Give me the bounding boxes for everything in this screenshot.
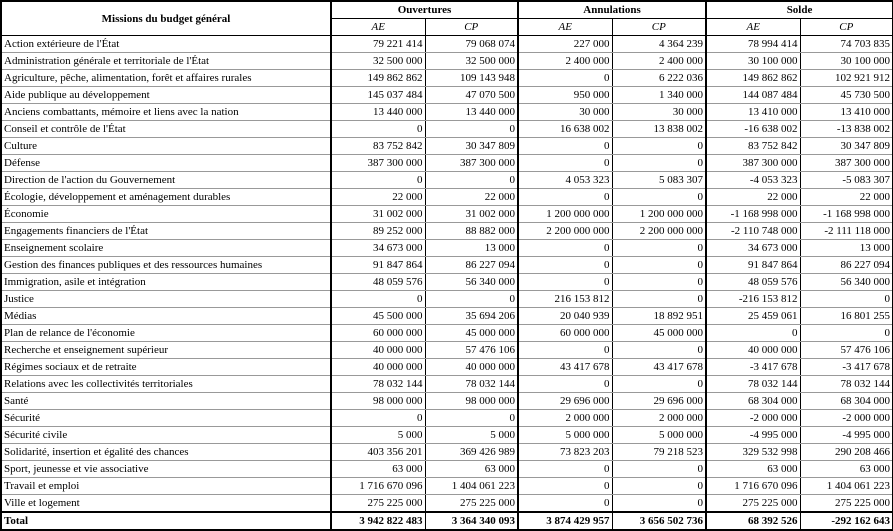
table-row: [1, 427, 893, 444]
mission-label: Conseil et contrôle de l'État: [1, 121, 331, 138]
solde-ae-cell: -3 417 678: [706, 359, 800, 376]
ouvertures-ae-cell: 48 059 576: [331, 274, 425, 291]
table-row: [1, 53, 893, 70]
table-row: [1, 308, 893, 325]
table-row: [1, 240, 893, 257]
ouvertures-cp-cell: 275 225 000: [425, 495, 518, 513]
annulations-ae-cell: 73 823 203: [518, 444, 612, 461]
annulations-ae-cell: 216 153 812: [518, 291, 612, 308]
annulations-ae-cell: 3 874 429 957: [518, 512, 612, 530]
mission-label: Culture: [1, 138, 331, 155]
solde-cp-cell: 30 100 000: [800, 53, 893, 70]
annulations-ae-cell: 227 000: [518, 36, 612, 53]
ouvertures-ae-cell: 89 252 000: [331, 223, 425, 240]
solde-cp-cell: 387 300 000: [800, 155, 893, 172]
annulations-ae-cell: 43 417 678: [518, 359, 612, 376]
ouvertures-cp-cell: 56 340 000: [425, 274, 518, 291]
mission-label: Régimes sociaux et de retraite: [1, 359, 331, 376]
solde-ae-cell: 0: [706, 325, 800, 342]
ouvertures-cp-cell: 86 227 094: [425, 257, 518, 274]
solde-ae-cell: -4 995 000: [706, 427, 800, 444]
ouvertures-ae-cell: 1 716 670 096: [331, 478, 425, 495]
ouvertures-ae-cell: 32 500 000: [331, 53, 425, 70]
annulations-cp-cell: 0: [612, 495, 706, 513]
annulations-ae-cell: 0: [518, 461, 612, 478]
ouvertures-cp-cell: 30 347 809: [425, 138, 518, 155]
solde-cp-cell: 86 227 094: [800, 257, 893, 274]
ouvertures-cp-cell: 0: [425, 291, 518, 308]
ouvertures-cp-cell: 13 000: [425, 240, 518, 257]
ouvertures-cp-cell: 98 000 000: [425, 393, 518, 410]
header-row-groups: [1, 1, 893, 19]
ouvertures-cp-cell: 0: [425, 172, 518, 189]
solde-ae-cell: 78 032 144: [706, 376, 800, 393]
annulations-cp-cell: 0: [612, 291, 706, 308]
solde-ae-cell: 48 059 576: [706, 274, 800, 291]
ouvertures-cp-header: CP: [425, 19, 518, 36]
ouvertures-ae-cell: 79 221 414: [331, 36, 425, 53]
solde-ae-cell: 25 459 061: [706, 308, 800, 325]
ouvertures-cp-cell: 13 440 000: [425, 104, 518, 121]
solde-cp-cell: -2 000 000: [800, 410, 893, 427]
total-row: [1, 512, 893, 530]
annulations-cp-cell: 2 400 000: [612, 53, 706, 70]
solde-ae-cell: 83 752 842: [706, 138, 800, 155]
table-row: [1, 376, 893, 393]
annulations-cp-cell: 4 364 239: [612, 36, 706, 53]
ouvertures-ae-header: AE: [331, 19, 425, 36]
mission-label: Recherche et enseignement supérieur: [1, 342, 331, 359]
ouvertures-ae-cell: 3 942 822 483: [331, 512, 425, 530]
annulations-ae-cell: 0: [518, 376, 612, 393]
solde-cp-cell: 13 410 000: [800, 104, 893, 121]
annulations-ae-cell: 0: [518, 70, 612, 87]
mission-label: Relations avec les collectivités territoriales: [1, 376, 331, 393]
annulations-cp-cell: 30 000: [612, 104, 706, 121]
solde-ae-cell: 63 000: [706, 461, 800, 478]
ouvertures-ae-cell: 0: [331, 291, 425, 308]
annulations-cp-cell: 5 083 307: [612, 172, 706, 189]
solde-ae-cell: -16 638 002: [706, 121, 800, 138]
solde-cp-cell: 74 703 835: [800, 36, 893, 53]
table-row: [1, 342, 893, 359]
solde-cp-cell: -13 838 002: [800, 121, 893, 138]
annulations-ae-cell: 4 053 323: [518, 172, 612, 189]
ouvertures-ae-cell: 387 300 000: [331, 155, 425, 172]
ouvertures-ae-cell: 60 000 000: [331, 325, 425, 342]
ouvertures-cp-cell: 22 000: [425, 189, 518, 206]
annulations-cp-cell: 0: [612, 376, 706, 393]
annulations-cp-cell: 0: [612, 342, 706, 359]
annulations-ae-cell: 2 200 000 000: [518, 223, 612, 240]
solde-ae-cell: 22 000: [706, 189, 800, 206]
solde-ae-cell: 34 673 000: [706, 240, 800, 257]
annulations-cp-cell: 2 000 000: [612, 410, 706, 427]
ouvertures-ae-cell: 22 000: [331, 189, 425, 206]
annulations-cp-cell: 0: [612, 257, 706, 274]
solde-cp-cell: 0: [800, 291, 893, 308]
solde-cp-cell: 63 000: [800, 461, 893, 478]
table-body: [1, 36, 893, 531]
ouvertures-ae-cell: 98 000 000: [331, 393, 425, 410]
solde-cp-cell: 13 000: [800, 240, 893, 257]
ouvertures-cp-cell: 45 000 000: [425, 325, 518, 342]
ouvertures-ae-cell: 403 356 201: [331, 444, 425, 461]
table-row: [1, 206, 893, 223]
ouvertures-cp-cell: 79 068 074: [425, 36, 518, 53]
annulations-cp-cell: 79 218 523: [612, 444, 706, 461]
annulations-ae-cell: 0: [518, 478, 612, 495]
mission-label: Sécurité: [1, 410, 331, 427]
annulations-cp-cell: 0: [612, 155, 706, 172]
solde-cp-cell: -1 168 998 000: [800, 206, 893, 223]
annulations-ae-cell: 0: [518, 495, 612, 513]
table-row: [1, 444, 893, 461]
table-row: [1, 189, 893, 206]
annulations-cp-cell: 1 200 000 000: [612, 206, 706, 223]
mission-label: Ville et logement: [1, 495, 331, 513]
ouvertures-ae-cell: 275 225 000: [331, 495, 425, 513]
ouvertures-ae-cell: 83 752 842: [331, 138, 425, 155]
annulations-cp-cell: 29 696 000: [612, 393, 706, 410]
solde-ae-cell: 68 392 526: [706, 512, 800, 530]
annulations-ae-header: AE: [518, 19, 612, 36]
solde-cp-cell: 30 347 809: [800, 138, 893, 155]
annulations-ae-cell: 0: [518, 240, 612, 257]
annulations-ae-cell: 0: [518, 342, 612, 359]
mission-label: Gestion des finances publiques et des ressources humaines: [1, 257, 331, 274]
annulations-cp-cell: 43 417 678: [612, 359, 706, 376]
annulations-cp-cell: 1 340 000: [612, 87, 706, 104]
table-row: [1, 274, 893, 291]
mission-label: Médias: [1, 308, 331, 325]
table-row: [1, 155, 893, 172]
annulations-cp-cell: 0: [612, 138, 706, 155]
ouvertures-ae-cell: 63 000: [331, 461, 425, 478]
mission-label: Sécurité civile: [1, 427, 331, 444]
annulations-ae-cell: 0: [518, 274, 612, 291]
ouvertures-ae-cell: 31 002 000: [331, 206, 425, 223]
solde-ae-cell: 149 862 862: [706, 70, 800, 87]
mission-label: Total: [1, 512, 331, 530]
ouvertures-cp-cell: 369 426 989: [425, 444, 518, 461]
solde-ae-cell: 387 300 000: [706, 155, 800, 172]
solde-cp-cell: 45 730 500: [800, 87, 893, 104]
solde-ae-cell: -2 000 000: [706, 410, 800, 427]
solde-cp-cell: 22 000: [800, 189, 893, 206]
solde-ae-cell: 329 532 998: [706, 444, 800, 461]
solde-ae-cell: -1 168 998 000: [706, 206, 800, 223]
table-row: [1, 359, 893, 376]
annulations-ae-cell: 2 400 000: [518, 53, 612, 70]
solde-ae-cell: 30 100 000: [706, 53, 800, 70]
solde-ae-cell: 144 087 484: [706, 87, 800, 104]
annulations-ae-cell: 950 000: [518, 87, 612, 104]
ouvertures-ae-cell: 40 000 000: [331, 359, 425, 376]
annulations-ae-cell: 16 638 002: [518, 121, 612, 138]
annulations-header: Annulations: [518, 1, 706, 19]
ouvertures-ae-cell: 0: [331, 121, 425, 138]
annulations-cp-cell: 0: [612, 478, 706, 495]
annulations-ae-cell: 20 040 939: [518, 308, 612, 325]
mission-label: Santé: [1, 393, 331, 410]
ouvertures-cp-cell: 57 476 106: [425, 342, 518, 359]
solde-cp-cell: -292 162 643: [800, 512, 893, 530]
missions-header: Missions du budget général: [1, 1, 331, 36]
solde-cp-cell: -5 083 307: [800, 172, 893, 189]
mission-label: Économie: [1, 206, 331, 223]
solde-ae-cell: 40 000 000: [706, 342, 800, 359]
mission-label: Défense: [1, 155, 331, 172]
solde-header: Solde: [706, 1, 893, 19]
ouvertures-cp-cell: 3 364 340 093: [425, 512, 518, 530]
annulations-cp-cell: 0: [612, 274, 706, 291]
solde-cp-cell: 68 304 000: [800, 393, 893, 410]
mission-label: Direction de l'action du Gouvernement: [1, 172, 331, 189]
solde-ae-cell: -216 153 812: [706, 291, 800, 308]
ouvertures-cp-cell: 32 500 000: [425, 53, 518, 70]
solde-cp-cell: 102 921 912: [800, 70, 893, 87]
ouvertures-cp-cell: 40 000 000: [425, 359, 518, 376]
table-row: [1, 36, 893, 53]
ouvertures-ae-cell: 78 032 144: [331, 376, 425, 393]
ouvertures-ae-cell: 45 500 000: [331, 308, 425, 325]
annulations-cp-cell: 3 656 502 736: [612, 512, 706, 530]
mission-label: Enseignement scolaire: [1, 240, 331, 257]
table-row: [1, 291, 893, 308]
table-row: [1, 410, 893, 427]
annulations-ae-cell: 0: [518, 189, 612, 206]
annulations-cp-cell: 0: [612, 189, 706, 206]
annulations-cp-header: CP: [612, 19, 706, 36]
solde-cp-cell: 78 032 144: [800, 376, 893, 393]
annulations-ae-cell: 0: [518, 138, 612, 155]
mission-label: Sport, jeunesse et vie associative: [1, 461, 331, 478]
mission-label: Administration générale et territoriale de l'État: [1, 53, 331, 70]
ouvertures-ae-cell: 5 000: [331, 427, 425, 444]
mission-label: Anciens combattants, mémoire et liens avec la nation: [1, 104, 331, 121]
solde-ae-cell: 68 304 000: [706, 393, 800, 410]
table-row: [1, 172, 893, 189]
mission-label: Agriculture, pêche, alimentation, forêt et affaires rurales: [1, 70, 331, 87]
ouvertures-cp-cell: 88 882 000: [425, 223, 518, 240]
ouvertures-ae-cell: 0: [331, 410, 425, 427]
solde-ae-cell: 1 716 670 096: [706, 478, 800, 495]
table-row: [1, 104, 893, 121]
mission-label: Solidarité, insertion et égalité des chances: [1, 444, 331, 461]
solde-cp-cell: 57 476 106: [800, 342, 893, 359]
ouvertures-header: Ouvertures: [331, 1, 518, 19]
ouvertures-cp-cell: 387 300 000: [425, 155, 518, 172]
ouvertures-cp-cell: 35 694 206: [425, 308, 518, 325]
table-row: [1, 257, 893, 274]
ouvertures-cp-cell: 0: [425, 121, 518, 138]
annulations-cp-cell: 0: [612, 240, 706, 257]
solde-ae-cell: 275 225 000: [706, 495, 800, 513]
annulations-cp-cell: 18 892 951: [612, 308, 706, 325]
annulations-cp-cell: 0: [612, 461, 706, 478]
annulations-cp-cell: 45 000 000: [612, 325, 706, 342]
table-row: [1, 478, 893, 495]
ouvertures-ae-cell: 91 847 864: [331, 257, 425, 274]
solde-ae-header: AE: [706, 19, 800, 36]
ouvertures-ae-cell: 13 440 000: [331, 104, 425, 121]
mission-label: Engagements financiers de l'État: [1, 223, 331, 240]
ouvertures-cp-cell: 5 000: [425, 427, 518, 444]
ouvertures-ae-cell: 34 673 000: [331, 240, 425, 257]
table-row: [1, 138, 893, 155]
annulations-ae-cell: 0: [518, 257, 612, 274]
ouvertures-ae-cell: 145 037 484: [331, 87, 425, 104]
solde-cp-cell: 1 404 061 223: [800, 478, 893, 495]
ouvertures-cp-cell: 1 404 061 223: [425, 478, 518, 495]
ouvertures-ae-cell: 149 862 862: [331, 70, 425, 87]
solde-cp-cell: 275 225 000: [800, 495, 893, 513]
annulations-ae-cell: 29 696 000: [518, 393, 612, 410]
mission-label: Action extérieure de l'État: [1, 36, 331, 53]
solde-cp-cell: 290 208 466: [800, 444, 893, 461]
mission-label: Aide publique au développement: [1, 87, 331, 104]
ouvertures-cp-cell: 31 002 000: [425, 206, 518, 223]
table-row: [1, 495, 893, 513]
annulations-ae-cell: 0: [518, 155, 612, 172]
table-row: [1, 223, 893, 240]
table-row: [1, 325, 893, 342]
solde-ae-cell: -2 110 748 000: [706, 223, 800, 240]
mission-label: Justice: [1, 291, 331, 308]
table-row: [1, 121, 893, 138]
ouvertures-cp-cell: 47 070 500: [425, 87, 518, 104]
mission-label: Immigration, asile et intégration: [1, 274, 331, 291]
annulations-ae-cell: 30 000: [518, 104, 612, 121]
annulations-ae-cell: 1 200 000 000: [518, 206, 612, 223]
annulations-cp-cell: 6 222 036: [612, 70, 706, 87]
solde-cp-cell: 0: [800, 325, 893, 342]
table-row: [1, 87, 893, 104]
solde-cp-cell: -2 111 118 000: [800, 223, 893, 240]
solde-cp-header: CP: [800, 19, 893, 36]
solde-cp-cell: -4 995 000: [800, 427, 893, 444]
annulations-ae-cell: 5 000 000: [518, 427, 612, 444]
ouvertures-cp-cell: 109 143 948: [425, 70, 518, 87]
solde-ae-cell: 78 994 414: [706, 36, 800, 53]
ouvertures-cp-cell: 0: [425, 410, 518, 427]
ouvertures-cp-cell: 78 032 144: [425, 376, 518, 393]
annulations-cp-cell: 5 000 000: [612, 427, 706, 444]
annulations-cp-cell: 2 200 000 000: [612, 223, 706, 240]
solde-ae-cell: 91 847 864: [706, 257, 800, 274]
ouvertures-ae-cell: 40 000 000: [331, 342, 425, 359]
solde-ae-cell: 13 410 000: [706, 104, 800, 121]
annulations-ae-cell: 60 000 000: [518, 325, 612, 342]
solde-ae-cell: -4 053 323: [706, 172, 800, 189]
solde-cp-cell: -3 417 678: [800, 359, 893, 376]
ouvertures-ae-cell: 0: [331, 172, 425, 189]
mission-label: Écologie, développement et aménagement durables: [1, 189, 331, 206]
annulations-cp-cell: 13 838 002: [612, 121, 706, 138]
mission-label: Travail et emploi: [1, 478, 331, 495]
table-row: [1, 393, 893, 410]
mission-label: Plan de relance de l'économie: [1, 325, 331, 342]
solde-cp-cell: 56 340 000: [800, 274, 893, 291]
table-row: [1, 70, 893, 87]
table-row: [1, 461, 893, 478]
annulations-ae-cell: 2 000 000: [518, 410, 612, 427]
ouvertures-cp-cell: 63 000: [425, 461, 518, 478]
solde-cp-cell: 16 801 255: [800, 308, 893, 325]
